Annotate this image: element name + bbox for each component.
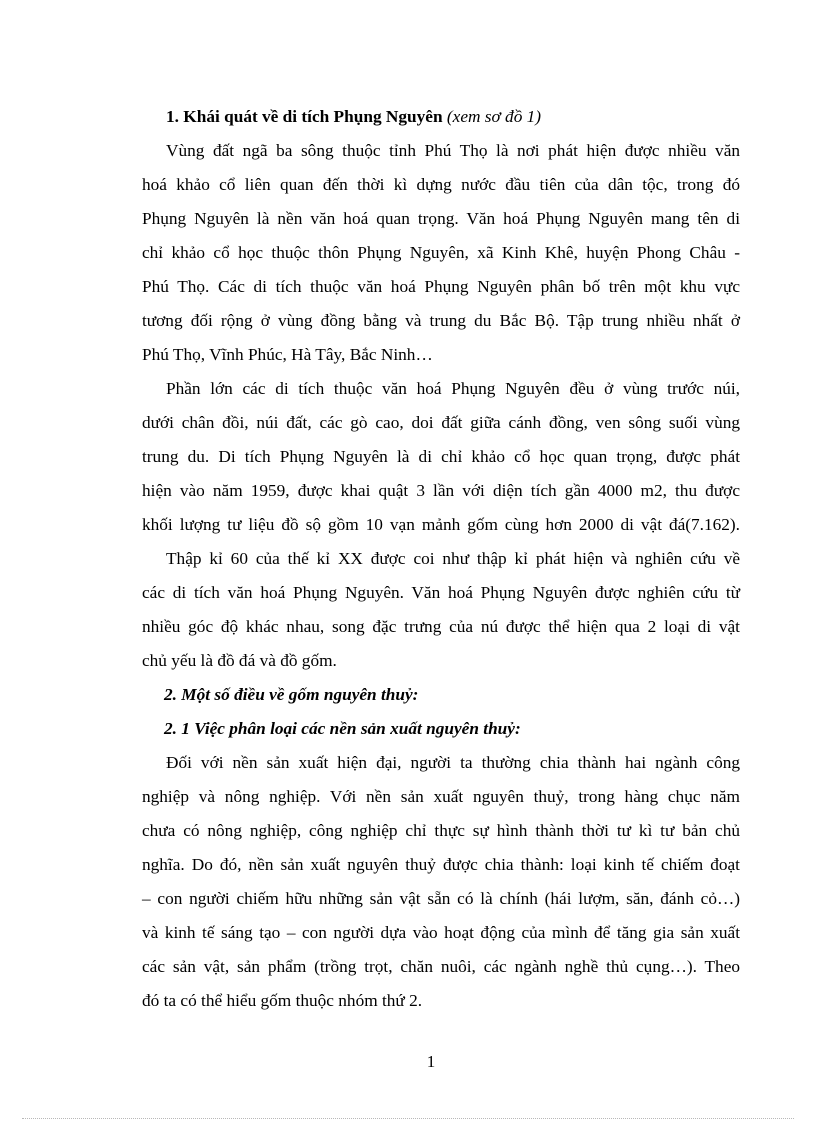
paragraph-line: khối lượng tư liệu đồ sộ gồm 10 vạn mảnh gốm cùng hơn 2000 di vật đá(7.162). [142, 515, 740, 534]
paragraph-line: hoá khảo cổ liên quan đến thời kì dựng nước đầu tiên của dân tộc, trong đó [142, 175, 740, 194]
paragraph-line: nhiều góc độ khác nhau, song đặc trưng của nú được thể hiện qua 2 loại di vật [142, 617, 740, 636]
page-bottom-border [22, 1118, 794, 1119]
paragraph-line: Đối với nền sản xuất hiện đại, người ta thường chia thành hai ngành công [166, 753, 740, 772]
paragraph-line: Phần lớn các di tích thuộc văn hoá Phụng Nguyên đều ở vùng trước núi, [166, 379, 740, 398]
paragraph-line: – con người chiếm hữu những sản vật sẵn có là chính (hái lượm, săn, đánh cỏ…) [142, 889, 740, 908]
paragraph-line: Phú Thọ, Vĩnh Phúc, Hà Tây, Bắc Ninh… [142, 345, 433, 364]
paragraph-line: đó ta có thể hiểu gốm thuộc nhóm thứ 2. [142, 991, 423, 1010]
paragraph-line: nghĩa. Do đó, nền sản xuất nguyên thuỷ được chia thành: loại kinh tế chiếm đoạt [142, 855, 740, 874]
section-heading-2-1: 2. 1 Việc phân loại các nền sản xuất nguyên thuỷ: [164, 719, 521, 738]
paragraph-line: dưới chân đồi, núi đất, các gò cao, doi đất giữa cánh đồng, ven sông suối vùng [142, 413, 740, 432]
section-heading-2: 2. Một số điều về gốm nguyên thuỷ: [164, 685, 419, 704]
paragraph-line: Vùng đất ngã ba sông thuộc tỉnh Phú Thọ là nơi phát hiện được nhiều văn [166, 141, 740, 160]
paragraph-line: Phụng Nguyên là nền văn hoá quan trọng. Văn hoá Phụng Nguyên mang tên di [142, 209, 740, 228]
paragraph-line: và kinh tế sáng tạo – con người dựa vào hoạt động của mình để tăng gia sản xuất [142, 923, 740, 942]
paragraph-line: chỉ khảo cổ học thuộc thôn Phụng Nguyên, xã Kinh Khê, huyện Phong Châu - [142, 243, 740, 262]
section-heading-1 [142, 100, 740, 134]
paragraph-2 [142, 372, 740, 542]
document-body [142, 100, 740, 1018]
paragraph-line: các di tích văn hoá Phụng Nguyên. Văn hoá Phụng Nguyên được nghiên cứu từ [142, 583, 740, 602]
paragraph-line: tương đối rộng ở vùng đồng bằng và trung du Bắc Bộ. Tập trung nhiều nhất ở [142, 311, 740, 330]
paragraph-line: nghiệp và nông nghiệp. Với nền sản xuất nguyên thuỷ, trong hàng chục năm [142, 787, 740, 806]
paragraph-line: trung du. Di tích Phụng Nguyên là di chỉ khảo cổ học quan trọng, được phát [142, 447, 740, 466]
paragraph-line: chủ yếu là đồ đá và đồ gốm. [142, 651, 337, 670]
paragraph-3 [142, 542, 740, 678]
paragraph-line: các sản vật, sản phẩm (trồng trọt, chăn nuôi, các ngành nghề thủ cụng…). Theo [142, 957, 740, 976]
section-heading-1-title: 1. Khái quát về di tích Phụng Nguyên [166, 107, 443, 126]
paragraph-4 [142, 746, 740, 1018]
page-number: 1 [426, 1052, 436, 1071]
paragraph-line: Phú Thọ. Các di tích thuộc văn hoá Phụng Nguyên phân bố trên một khu vực [142, 277, 740, 296]
paragraph-line: Thập kỉ 60 của thế kỉ XX được coi như thập kỉ phát hiện và nghiên cứu về [166, 549, 740, 568]
paragraph-1 [142, 134, 740, 372]
section-heading-1-note: (xem sơ đồ 1) [446, 107, 542, 126]
paragraph-line: chưa có nông nghiệp, công nghiệp chỉ thực sự hình thành thời tư kì tư bản chủ [142, 821, 740, 840]
paragraph-line: hiện vào năm 1959, được khai quật 3 lần với diện tích gần 4000 m2, thu được [142, 481, 740, 500]
